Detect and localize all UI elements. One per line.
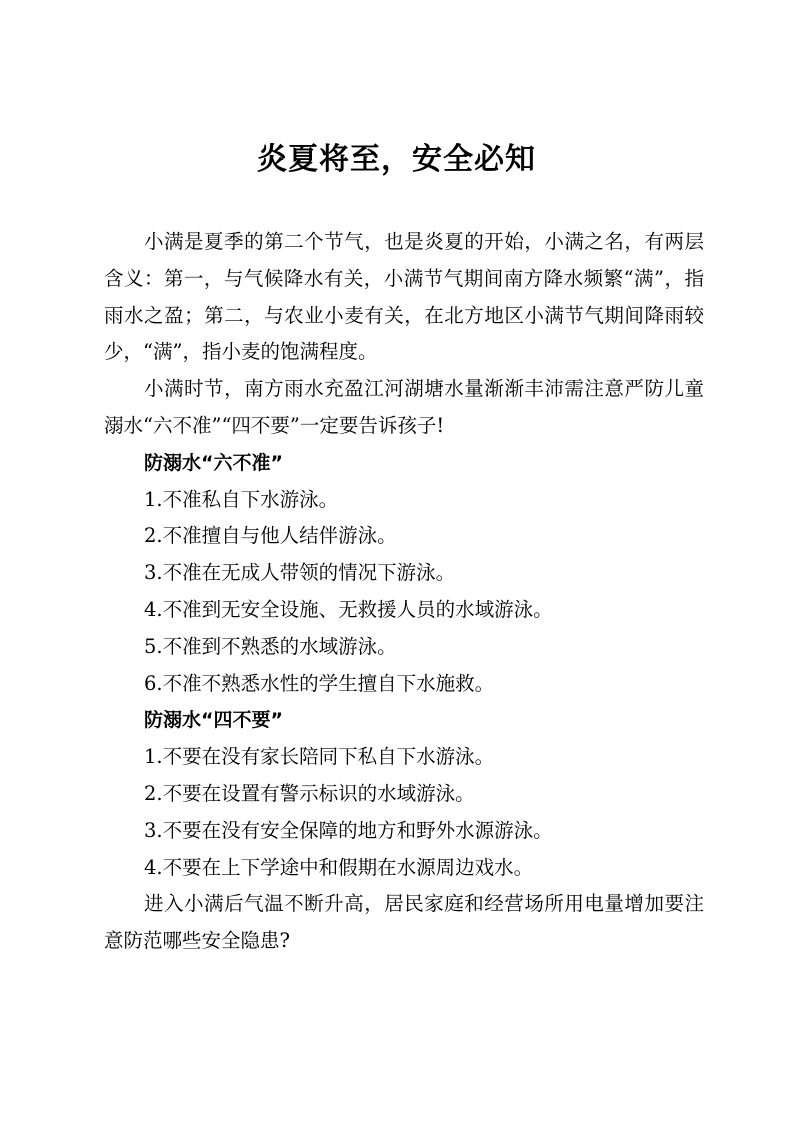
six-rules-item-6: 6.不准不熟悉水性的学生擅自下水施救。 [144, 671, 495, 695]
intro-paragraph-1: 小满是夏季的第二个节气，也是炎夏的开始，小满之名，有两层含义：第一，与气候降水有关，小满节气期间南方降水频繁“满”，指雨水之盈；第二，与农业小麦有关，在北方地区小满节气期间降雨较少，“满”，指小麦的饱满程度。 [104, 230, 704, 364]
closing-paragraph: 进入小满后气温不断升高，居民家庭和经营场所用电量增加要注意防范哪些安全隐患? [104, 892, 704, 953]
six-rules-item-1: 1.不准私自下水游泳。 [144, 487, 339, 511]
document-body [104, 224, 704, 960]
six-rules-item-3: 3.不准在无成人带领的情况下游泳。 [144, 561, 456, 585]
six-rules-item-5: 5.不准到不熟悉的水域游泳。 [144, 634, 397, 658]
four-rules-heading: 防溺水“四不要” [144, 709, 283, 732]
document-title: 炎夏将至，安全必知 [257, 142, 536, 177]
four-rules-item-4: 4.不要在上下学途中和假期在水源周边戏水。 [144, 855, 534, 879]
four-rules-item-3: 3.不要在没有安全保障的地方和野外水源游泳。 [144, 818, 553, 842]
intro-paragraph-2: 小满时节，南方雨水充盈江河湖塘水量渐渐丰沛需注意严防儿童溺水“六不准”“四不要”一定要告诉孩子! [104, 377, 704, 437]
four-rules-item-1: 1.不要在没有家长陪同下私自下水游泳。 [144, 745, 495, 769]
six-rules-item-4: 4.不准到无安全设施、无救援人员的水域游泳。 [144, 597, 553, 621]
four-rules-item-2: 2.不要在设置有警示标识的水域游泳。 [144, 781, 475, 805]
six-rules-item-2: 2.不准擅自与他人结伴游泳。 [144, 524, 397, 548]
six-rules-heading: 防溺水“六不准” [144, 451, 283, 474]
